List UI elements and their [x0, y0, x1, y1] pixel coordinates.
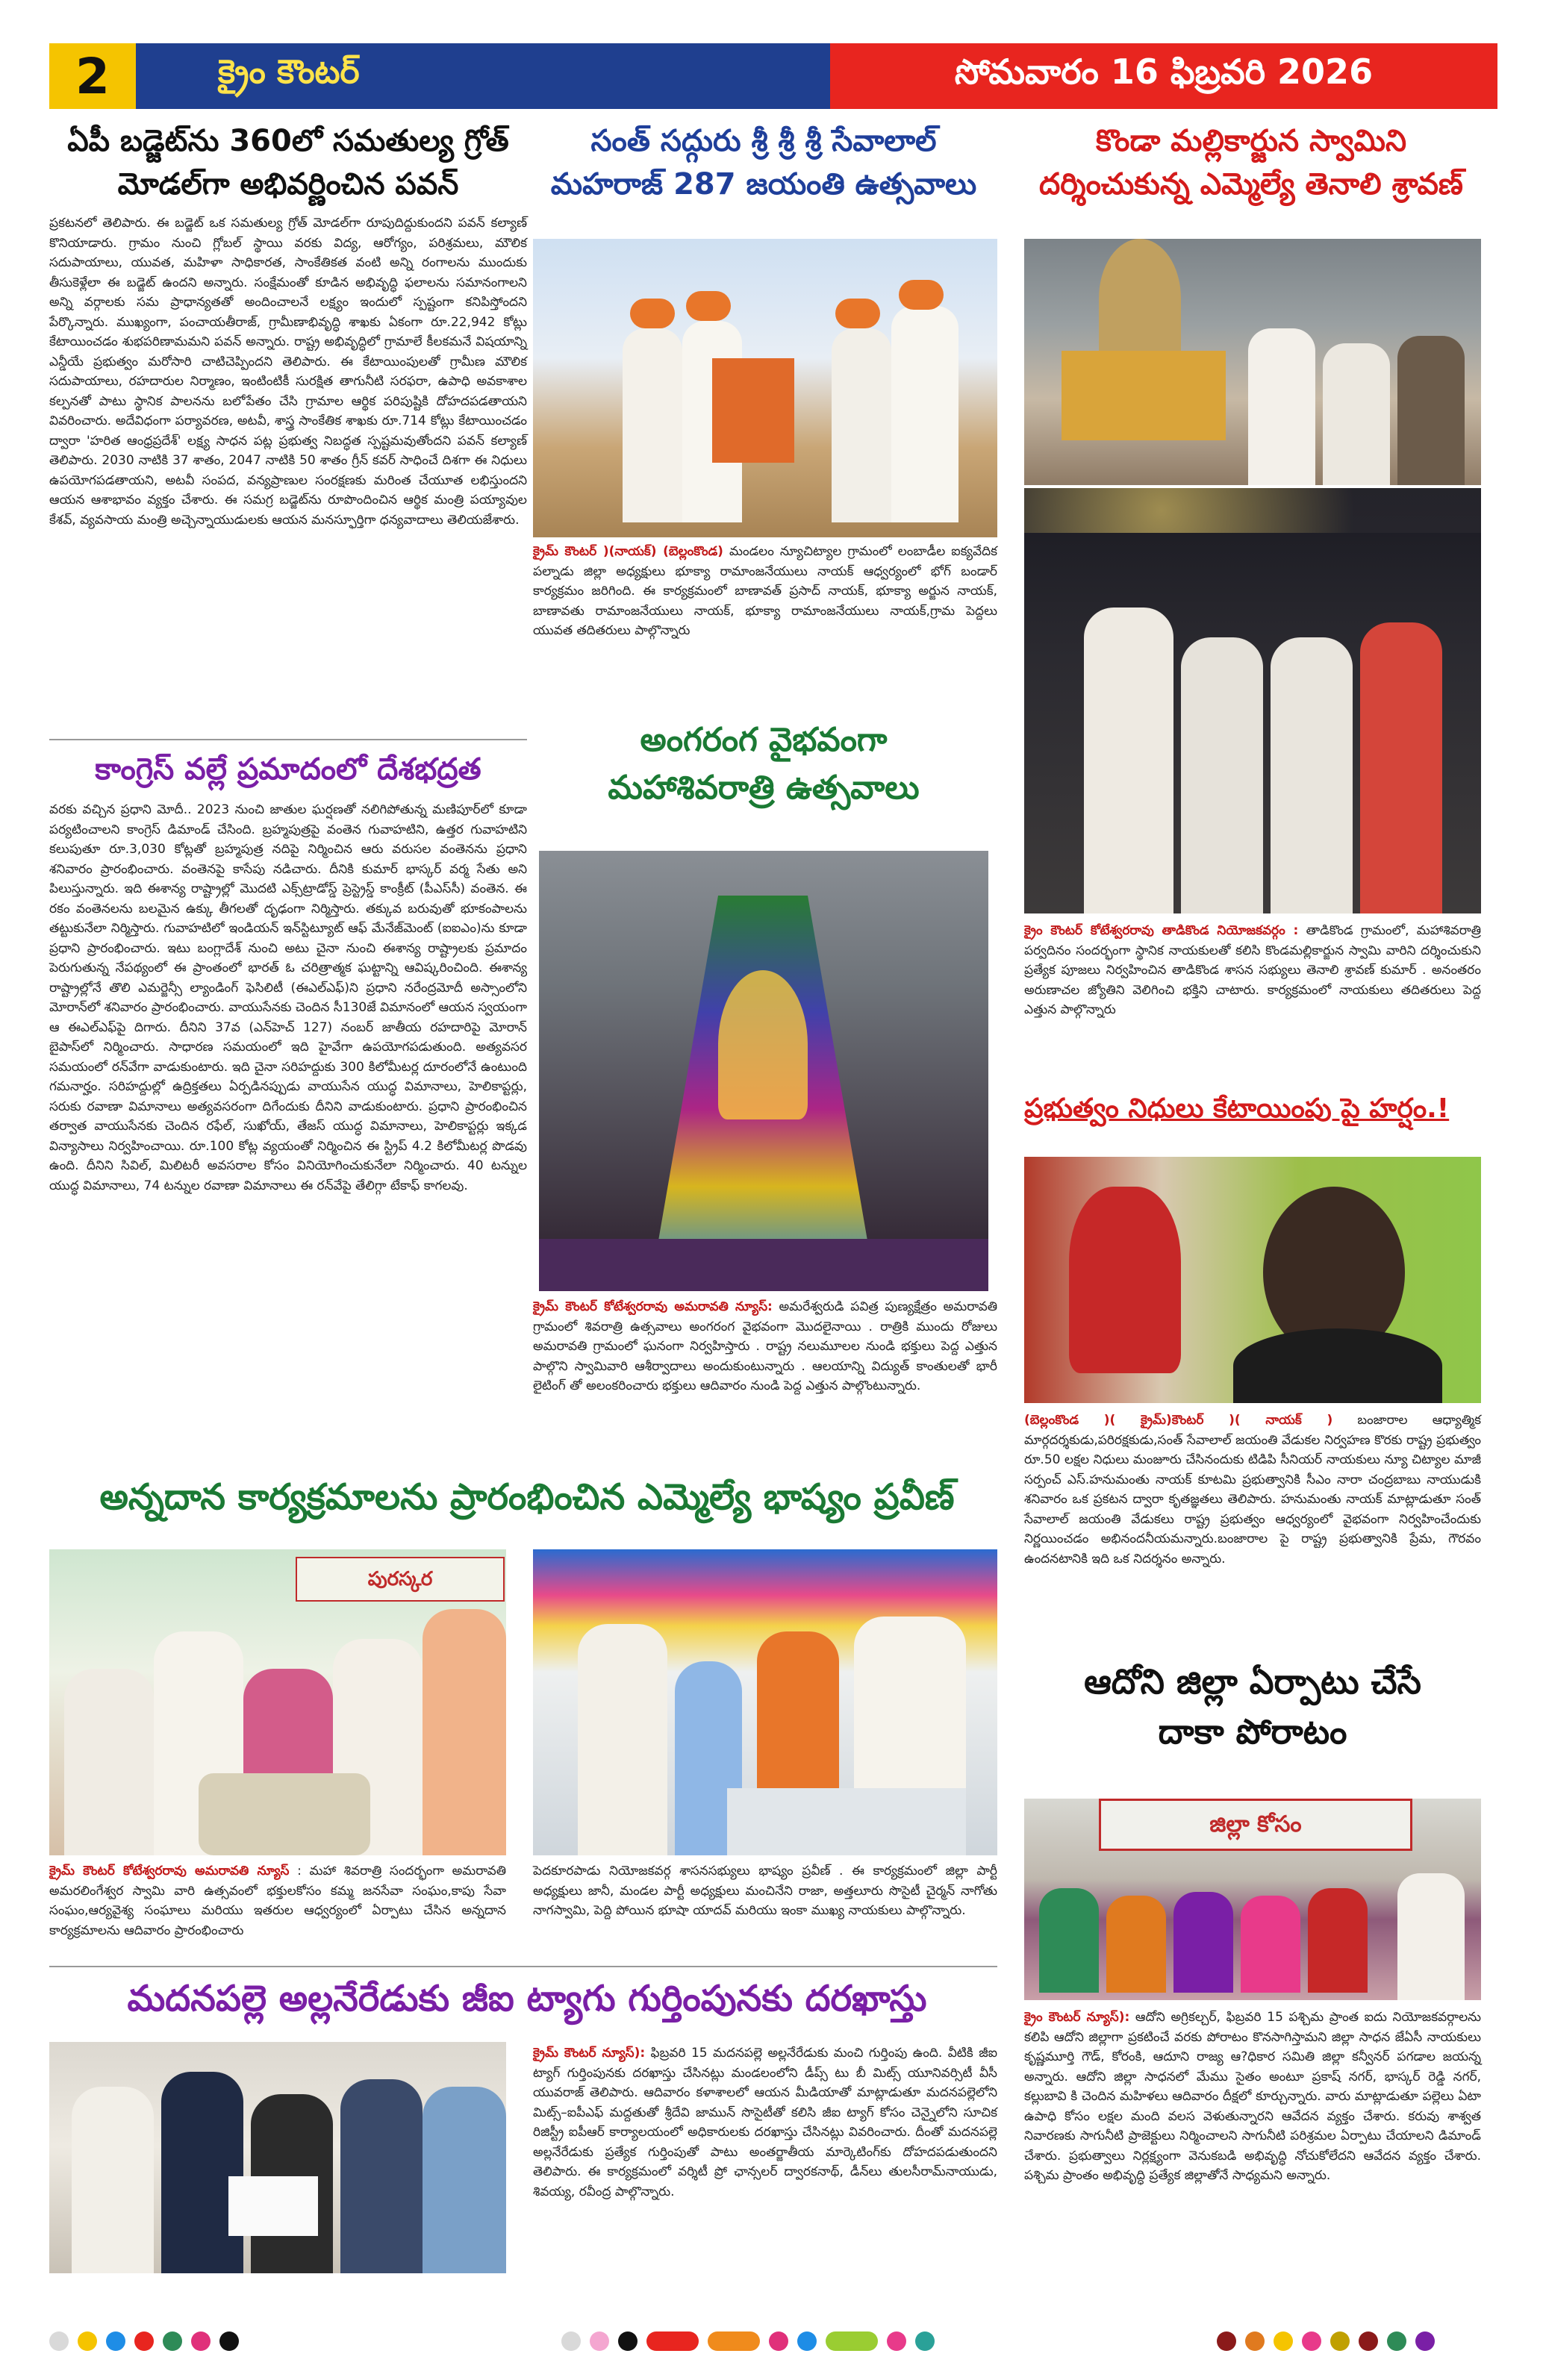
- byline: క్రైమ్ కౌంటర్ కోటేశ్వరరావు అమరావతి న్యూస్:: [533, 1299, 773, 1314]
- footer-dot: [1302, 2331, 1321, 2351]
- footer-dot: [106, 2331, 125, 2351]
- byline: క్రైమ్ కౌంటర్ కోటేశ్వరరావు అమరావతి న్యూస్: [49, 1864, 290, 1878]
- byline: క్రైమ్ కౌంటర్ న్యూస్):: [533, 2046, 646, 2061]
- article-madanapalle: [49, 1973, 1005, 2026]
- footer-dot: [887, 2331, 906, 2351]
- mahashivaratri-body: [533, 1297, 997, 1396]
- article-annadanam: [49, 1472, 1005, 1524]
- annadanam-photo-left: [49, 1549, 506, 1855]
- temple-visit-photo-2: [1024, 488, 1481, 913]
- adoni-body: [1024, 2008, 1481, 2186]
- footer-dot: [826, 2331, 878, 2351]
- footer-dot: [1274, 2331, 1293, 2351]
- footer-dot: [590, 2331, 609, 2351]
- article-congress: [49, 748, 527, 1196]
- footer-dots-right: [1217, 2331, 1435, 2351]
- temple-visit-photo-1: [1024, 239, 1481, 485]
- annadanam-left-body: [49, 1861, 506, 1940]
- headline: కొండా మల్లికార్జున స్వామిని: [1095, 124, 1407, 158]
- article-text: అమరేశ్వరుడి పవిత్ర పుణ్యక్షేత్రం అమరావతి గ్రామంలో శివరాత్రి ఉత్సవాలు అంగరంగ వైభవంగా మొదలైనాయి . రాత్రికి ముందు రోజులు అమరావతి గ్రామంలో ఘనంగా నిర్వహిస్తారు . రాష్ట్ర నలుమూలల నుండి భక్తులు పెద్ద ఎత్తున పాల్గొని స్వామివారి ఆశీర్వాదాలు అందుకుంటున్నారు . ఆలయాన్ని విద్యుత్ కాంతులతో భారీ లైటింగ్ తో అలంకరించారు భక్తులు ఆదివారం నుండి పెద్ద ఎత్తున పాల్గొంటున్నారు.: [533, 1299, 997, 1394]
- footer-dot: [915, 2331, 935, 2351]
- madanapalle-photo: [49, 2042, 506, 2273]
- article-text: మండలం న్యూచిట్యాల గ్రామంలో లంబాడీల ఐక్యవేదిక పల్నాడు జిల్లా అధ్యక్షులు భూక్యా రామాంజనేయులు నాయక్ ఆధ్వర్యంలో భోగ్ బండార్ కార్యక్రమం జరిగింది. ఈ కార్యక్రమంలో బాణావత్ ప్రసాద్ నాయక్, భూక్యా అర్జున నాయక్, బాణావతు రామాంజనేయులు నాయక్, భూక్యా రామాంజనేయులు నాయక్,గ్రామ పెద్దలు యువత తదితరులు పాల్గొన్నారు: [533, 544, 997, 639]
- sevalal-photo: [533, 239, 997, 537]
- funds-body: [1024, 1411, 1481, 1569]
- article-budget: [49, 119, 527, 530]
- madanapalle-body: [533, 2043, 997, 2202]
- protest-photo: [1024, 1799, 1481, 2000]
- article-text: ఫిబ్రవరి 15 మదనపల్లె అల్లనేరేడుకు మంచి గుర్తింపు ఉంది. వీటికి జీఐ ట్యాగ్ గుర్తింపునకు దరఖాస్తు చేసినట్లు మండలంలోని డీప్స్ టు బీ మిట్స్ యూనివర్సిటీ వీసీ యువరాజ్ తెలిపారు. ఆదివారం కళాశాలలో ఆయన మీడియాతో మాట్లాడుతూ మదనపల్లెలోని మిట్స్–ఐపీఎఫ్ మద్దతుతో శ్రీదేవి జామున్ సొసైటీతో కలిసి జీఐ ట్యాగ్ కోసం చెన్నైలోని సూచిక రిజిస్ట్రీ ఐపీఆర్ కార్యాలయంలో అధికారులకు దరఖాస్తు చేసినట్లు వివరించారు. దీంతో మదనపల్లె అల్లనేరేడుకు ప్రత్యేక గుర్తింపుతో పాటు అంతర్జాతీయ మార్కెటింగ్‌కు దోహదపడుతుందని తెలిపారు. ఈ కార్యక్రమంలో వర్శిటీ ప్రో ఛాన్సలర్ ద్వారకనాథ్, డీన్‌లు తులసీరామ్‌నాయుడు, శివయ్య, రవీంద్ర పాల్గొన్నారు.: [533, 2046, 997, 2199]
- banner-text: పురస్కర: [296, 1557, 505, 1602]
- footer-dot: [1217, 2331, 1236, 2351]
- article-text: బంజారాల ఆధ్యాత్మిక మార్గదర్శకుడు,పరిరక్షకుడు,సంత్ సేవాలాల్ జయంతి వేడుకల నిర్వహణ కొరకు రాష్ట్ర ప్రభుత్వం రూ.50 లక్షల నిధులు మంజూరు చేసినందుకు టిడిపి సీనియర్ నాయకులు న్యూ చిట్యాల మాజీ సర్పంచ్ ఎస్.హనుమంతు నాయక్ కూటమి ప్రభుత్వానికి సీఎం నారా చంద్రబాబు నాయుడుకి శనివారం ఒక ప్రకటన ద్వారా కృతజ్ఞతలు తెలిపారు. హనుమంతు నాయక్ మాట్లాడుతూ సంత్ సేవాలాల్ జయంతి వేడుకలు రాష్ట్ర ప్రభుత్వం ఆధ్వర్యంలో వైభవంగా నిర్వహించేందుకు నిర్ణయించడం అభినందనీయమన్నారు.బంజారాల పై రాష్ట్ర ప్రభుత్వానికి ప్రేమ, గౌరవం ఉందనటానికి ఇది ఒక నిదర్శనం అన్నారు.: [1024, 1413, 1481, 1567]
- annadanam-right-body: పెదకూరపాడు నియోజకవర్గ శాసనసభ్యులు భాష్యం ప్రవీణ్ . ఈ కార్యక్రమంలో జిల్లా పార్టీ అధ్యక్షులు జానీ, మండల పార్టీ అధ్యక్షులు మంచినేని రాజా, అత్తలూరు సొసైటీ చైర్మన్ నాగోతు నాగస్వామి, పెద్ది పోయిన భూషా యాదవ్ మరియు ఇంకా ముఖ్య నాయకులు పాల్గొన్నారు.: [533, 1864, 997, 1919]
- byline: క్రైం కౌంటర్ న్యూస్):: [1024, 2010, 1130, 2025]
- footer-dot: [219, 2331, 239, 2351]
- headline: ఆదోని జిల్లా ఏర్పాటు చేసే: [1084, 1661, 1421, 1702]
- footer-dot: [1415, 2331, 1435, 2351]
- headline: సంత్ సద్గురు శ్రీ శ్రీ శ్రీ సేవాలాల్: [590, 124, 937, 158]
- annadanam-photo-right: [533, 1549, 997, 1855]
- footer-dot: [708, 2331, 760, 2351]
- headline-line2: మహాశివరాత్రి ఉత్సవాలు: [608, 768, 920, 807]
- footer-dot: [1245, 2331, 1265, 2351]
- headline: కాంగ్రెస్ వల్లే ప్రమాదంలో దేశభద్రత: [95, 752, 481, 787]
- paper-name: క్రైం కౌంటర్: [136, 43, 830, 109]
- footer-dot: [163, 2331, 182, 2351]
- footer-dot: [49, 2331, 69, 2351]
- headline: ప్రభుత్వం నిధులు కేటాయింపు పై హర్షం.!: [1024, 1093, 1450, 1124]
- footer-dot: [618, 2331, 638, 2351]
- footer-dots-left: [49, 2331, 239, 2351]
- article-sevalal: [532, 119, 996, 206]
- headline: అన్నదాన కార్యక్రమాలను ప్రారంభించిన ఎమ్మెల్యే భాష్యం ప్రవీణ్: [99, 1476, 955, 1518]
- byline: (బెల్లంకొండ )( క్రైమ్)కౌంటర్ )( నాయక్ ): [1024, 1413, 1333, 1428]
- headline: ఏపీ బడ్జెట్‌ను 360లో సమతుల్య గ్రోత్: [67, 124, 509, 158]
- divider: [49, 1966, 997, 1967]
- article-text: ఆదోని అగ్రికల్చర్, ఫిబ్రవరి 15 పశ్చిమ ప్రాంత ఐదు నియోజకవర్గాలను కలిపి ఆదోని జిల్లాగా ప్రకటించే వరకు పోరాటం కొనసాగిస్తామని జిల్లా సాధన జేఏసీ నాయకులు కృష్ణమూర్తి గౌడ్, కోరంకి, ఆదూని రాజ్య ఆ?ధికార సమితి జిల్లా కన్వీనర్ పగడాల జయన్న అన్నారు. ఆదోని జిల్లా సాధనలో మేము సైతం అంటూ ప్రకాష్ నగర్, భాస్కర్ రెడ్డి నగర్, కల్లుబావి కి చెందిన మహిళలు ఆదివారం దీక్షలో కూర్చున్నారు. వారు మాట్లాడుతూ పల్లెలు ఏటా ఉపాధి కోసం లక్షల మంది వలస వెళుతున్నారని ఆవేదన వ్యక్తం చేశారు. కరువు శాశ్వత నివారణకు సాగునీటి ప్రాజెక్టులు నిర్మించాలని సాగునీటి పరిశ్రమల ఏర్పాటు చేయాలని డిమాండ్ చేశారు. ప్రభుత్వాలు నిర్లక్ష్యంగా వెనుకబడి అభివృద్ధి నోచుకోలేదని ఆవేదన వ్యక్తం చేశారు. పశ్చిమ ప్రాంతం అభివృద్ధి ప్రత్యేక జిల్లాతోనే సాధ్యమని అన్నారు.: [1024, 2010, 1481, 2184]
- temple-lights-photo: [539, 851, 988, 1291]
- sevalal-body: [533, 542, 997, 641]
- masthead: [49, 43, 1497, 109]
- byline: క్రైమ్ కౌంటర్ )(నాయక్) (బెల్లంకొండ): [533, 544, 723, 559]
- article-text: తాడికొండ గ్రామంలో, మహాశివరాత్రి పర్వదినం సందర్భంగా స్థానిక నాయకులతో కలిసి కొండమల్లికార్జున స్వామి వారిని దర్శించుకుని ప్రత్యేక పూజలు నిర్వహించిన తాడికొండ శాసన సభ్యులు తెనాలి శ్రావణ్ కుమార్ . అనంతరం అరుణాచల జ్యోతిని వెలిగించి భక్తిని చాటారు. కార్యక్రమంలో నాయకులు తదితరులు పెద్ద ఎత్తున పాల్గొన్నారు: [1024, 923, 1481, 1018]
- issue-date: సోమవారం 16 ఫిబ్రవరి 2026: [830, 43, 1497, 109]
- footer-dot: [797, 2331, 817, 2351]
- article-funds: [1024, 1090, 1481, 1128]
- headline-line2: మోడల్‌గా అభివర్ణించిన పవన్: [117, 167, 459, 202]
- footer-dot: [1387, 2331, 1406, 2351]
- article-kondamallikarjuna: [1005, 119, 1497, 206]
- kondamallikarjuna-body: [1024, 921, 1481, 1020]
- headline-line2: దాకా పోరాటం: [1158, 1711, 1347, 1752]
- byline: క్రైం కౌంటర్ కోటేశ్వరరావు తాడికొండ నియోజకవర్గం :: [1024, 923, 1299, 938]
- footer-dot: [561, 2331, 581, 2351]
- footer-dot: [134, 2331, 154, 2351]
- headline-line2: దర్శించుకున్న ఎమ్మెల్యే తెనాలి శ్రావణ్: [1039, 167, 1463, 202]
- footer-dot: [1330, 2331, 1350, 2351]
- article-text: : మహా శివరాత్రి సందర్భంగా అమరావతి అమరలింగేశ్వర స్వామి వారి ఉత్సవంలో భక్తులకోసం కమ్మ జనసేవా సంఘం,కాపు సేవా సంఘం,ఆర్యవైశ్య సంఘాలు మరియు ఇతరుల ఆధ్వర్యంలో ఏర్పాటు చేసిన అన్నదాన కార్యక్రమాలను ఆదివారం ప్రారంభించారు: [49, 1864, 506, 1938]
- headline: అంగరంగ వైభవంగా: [640, 721, 888, 759]
- footer-dot: [191, 2331, 211, 2351]
- article-body: వరకు వచ్చిన ప్రధాని మోదీ.. 2023 నుంచి జాతుల ఘర్షణతో నలిగిపోతున్న మణిపూర్‌లో కూడా పర్యటించాలని కాంగ్రెస్ డిమాండ్ చేసింది. బ్రహ్మపుత్రపై వంతెన గువాహటిని, ఉత్తర గువాహటిని కలుపుతూ రూ.3,030 కోట్లతో బ్రహ్మపుత్ర నదిపై నిర్మించిన ఆరు వరుసల వంతెనను ప్రధాని శనివారం ప్రారంభించారు. వంతెనపై కాసేపు నడిచారు. దీనికి కుమార్ భాస్కర్ వర్మ సేతు అని పిలుస్తున్నారు. ఇది ఈశాన్య రాష్ట్రాల్లో మొదటి ఎక్స్‌ట్రాడోస్డ్ ప్రెస్ట్రెస్డ్ కాంక్రీట్ (పీఎస్‌సీ) వంతెన. ఈ రకం వంతెనలను బలమైన ఉక్కు తీగలతో దృఢంగా నిర్మిస్తారు. తక్కువ బరువుతో భూకంపాలను తట్టుకునేలా నిర్మిస్తారు. గువాహటిలో ఇండియన్ ఇన్‌స్టిట్యూట్ ఆఫ్ మేనేజ్‌మెంట్ (ఐఐఎం)ను కూడా ప్రధాని ప్రారంభించారు. ఇటు బంగ్లాదేశ్ నుంచి అటు చైనా నుంచి ఈశాన్య రాష్ట్రాలకు ప్రమాదం పెరుగుతున్న నేపథ్యంలో ఈ ప్రాంతంలో భారత్ ఓ చరిత్రాత్మక ఘట్టాన్ని ఆవిష్కరించింది. ఈశాన్య రాష్ట్రాల్లోనే తొలి ఎమర్జెన్సీ ల్యాండింగ్ ఫెసిలిటీ (ఈఎల్ఎఫ్)ని ప్రధాని నరేంద్రమోదీ అస్సాంలోని మోరాన్‌లో శనివారం ప్రారంభించారు. వాయుసేనకు చెందిన సీ130జే విమానంలో ఆయన స్వయంగా ఆ ఈఎల్ఎఫ్‌పై దిగారు. దీనిని 37వ (ఎన్‌హెచ్ 127) నంబర్ జాతీయ రహదారిపై మోరాన్ బైపాస్‌లో నిర్మించారు. సాధారణ సమయంలో ఇది హైవేగా ఉపయోగపడుతుంది. అత్యవసర సమయంలో రన్‌వేగా వాడుకుంటారు. ఇది చైనా సరిహద్దుకు 300 కిలోమీటర్ల దూరంలోనే ఉంటుంది గమనార్హం. సరిహద్దుల్లో ఉద్రిక్తతలు ఏర్పడినప్పుడు వాయుసేన యుద్ధ విమానాలు, హెలికాప్టర్లు, సరుకు రవాణా విమానాలు అత్యవసరంగా దిగేందుకు దీనిని వాడుకుంటారు. ప్రధాని ప్రారంభించిన తర్వాత వాయుసేనకు చెందిన రఫేల్, సుఖోయ్, తేజస్ యుద్ధ విమానాలు, హెలికాప్టర్లు ఇక్కడ విన్యాసాలు నిర్వహించాయి. రూ.100 కోట్ల వ్యయంతో నిర్మించిన ఈ స్ట్రిప్ 4.2 కిలోమీటర్ల పొడవు ఉంది. దీనిని సివిల్, మిలిటరీ అవసరాల కోసం వినియోగించుకునేలా నిర్మించారు. 40 టన్నుల యుద్ధ విమానాలు, 74 టన్నుల రవాణా విమానాలు ఈ రన్‌వేపై తేలిగ్గా టేకాఫ్ కాగలవు.: [49, 802, 527, 1193]
- footer-dot: [646, 2331, 699, 2351]
- article-mahashivaratri: [532, 716, 996, 812]
- footer-dots-middle: [561, 2331, 935, 2351]
- article-body: ప్రకటనలో తెలిపారు. ఈ బడ్జెట్ ఒక సమతుల్య గ్రోత్ మోడల్‌గా రూపుదిద్దుకుందని పవన్ కల్యాణ్ కొనియాడారు. గ్రామం నుంచి గ్లోబల్ స్థాయి వరకు విద్య, ఆరోగ్యం, పరిశ్రమలు, మౌలిక సదుపాయాలు, యువత, మహిళా సాధికారత, సాంకేతికత వంటి అన్ని రంగాలను ముందుకు తీసుకెళ్లేలా ఈ బడ్జెట్ ఉందని అన్నారు. సంక్షేమంతో కూడిన అభివృద్ధి ఫలాలను సమానంగాలని అన్ని వర్గాలకు సమ ప్రాధాన్యతతో అందించాలనే లక్ష్యం ఇందులో స్పష్టంగా కనిపిస్తోందని పేర్కొన్నారు. ముఖ్యంగా, పంచాయతీరాజ్, గ్రామీణాభివృద్ధి శాఖకు ఏకంగా రూ.22,942 కోట్లు కేటాయించడం శుభపరిణామమని పవన్ అన్నారు. రాష్ట్ర అభివృద్ధిలో గ్రామాలే కీలకమనే విషయాన్ని ఎన్డీయే ప్రభుత్వం మరోసారి చాటిచెప్పిందని తెలిపారు. ఈ కేటాయింపులతో గ్రామీణ మౌలిక సదుపాయాలు, రహదారుల నిర్మాణం, ఇంటింటికీ సురక్షిత తాగునీటి సరఫరా, ఉపాధి అవకాశాల కల్పనతో పాటు స్థానిక పాలనను బలోపేతం చేసి గ్రామాల ఆర్థిక పరిపుష్టికి దోహదపడతాయని వివరించారు. అదేవిధంగా పర్యావరణ, అటవీ, శాస్త్ర సాంకేతిక శాఖకు రూ.714 కోట్లు కేటాయించడం ద్వారా 'హరిత ఆంధ్రప్రదేశ్' లక్ష్య సాధన పట్ల ప్రభుత్వ నిబద్ధత స్పష్టమవుతోందని పవన్ కల్యాణ్ తెలిపారు. 2030 నాటికి 37 శాతం, 2047 నాటికి 50 శాతం గ్రీన్ కవర్ సాధించే దిశగా ఈ నిధులు ఉపయోగపడతాయని, అటవీ సంపద, వన్యప్రాణుల సంరక్షణకు మరింత చేయూత లభిస్తుందని ఆయన ఆశాభావం వ్యక్తం చేశారు. ఈ సమగ్ర బడ్జెట్‌ను రూపొందించిన ఆర్థిక మంత్రి పయ్యావుల కేశవ్, వ్యవసాయ మంత్రి అచ్చెన్నాయుడులకు ఆయన మనస్ఫూర్తిగా ధన్యవాదాలు తెలియజేశారు.: [49, 216, 527, 528]
- footer-dot: [1359, 2331, 1378, 2351]
- headline-line2: మహరాజ్ 287 జయంతి ఉత్సవాలు: [550, 167, 977, 202]
- banner-text: జిల్లా కోసం: [1099, 1799, 1412, 1851]
- article-adoni: [1024, 1657, 1481, 1756]
- headline: మదనపల్లె అల్లనేరేడుకు జీఐ ట్యాగు గుర్తింపునకు దరఖాస్తు: [127, 1978, 927, 2020]
- footer-dot: [769, 2331, 788, 2351]
- divider: [49, 739, 527, 740]
- footer-dot: [78, 2331, 97, 2351]
- page-number: 2: [49, 43, 136, 109]
- leader-portrait-photo: [1024, 1157, 1481, 1403]
